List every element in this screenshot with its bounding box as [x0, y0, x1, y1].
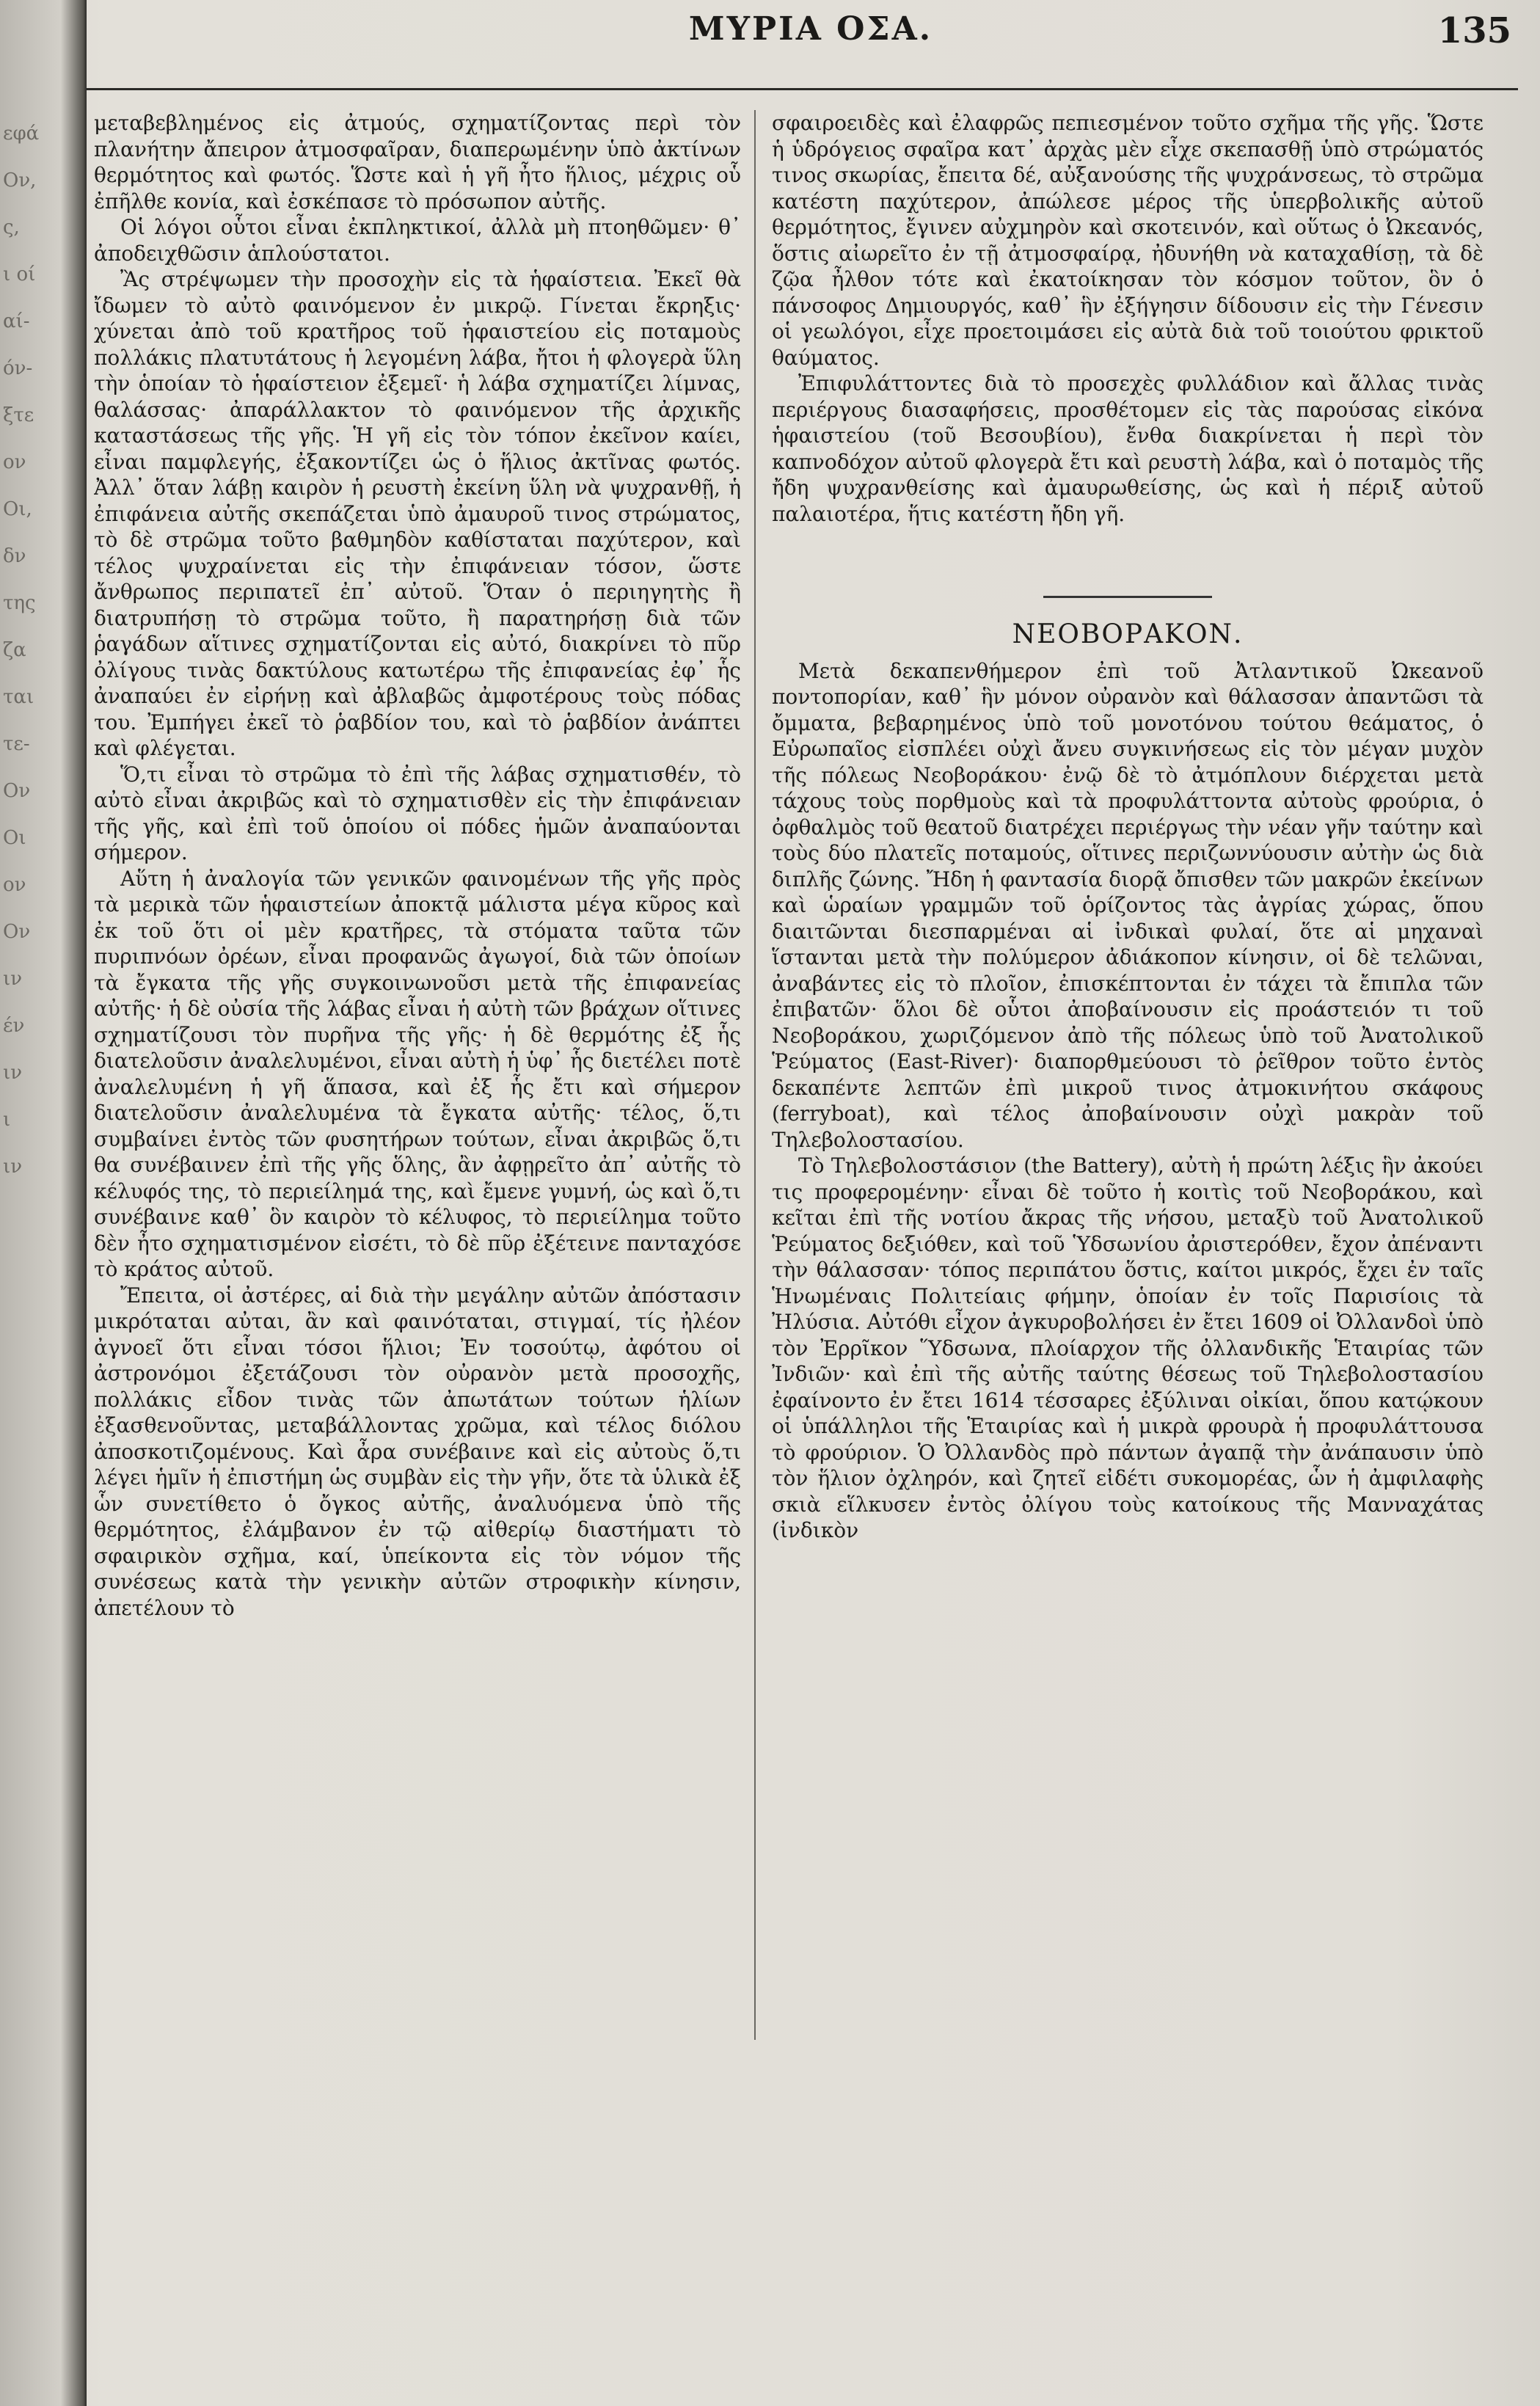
section-rule — [1043, 596, 1212, 598]
section-title: ΝΕΟΒΟΡΑΚΟΝ. — [1012, 619, 1244, 649]
running-title: ΜΥΡΙΑ ΟΣΑ. — [688, 10, 933, 48]
binding-gutter — [0, 0, 87, 2406]
column-divider — [754, 110, 756, 2040]
left-column — [94, 110, 748, 2385]
left-paragraph-6: Ἔπειτα, οἱ ἀστέρες, αἱ διὰ τὴν μεγάλην αὐτῶν ἀπόστασιν μικρόταται αὐται, ἂν καὶ φαινόταται, στιγμαί, τίς ἠλέον ἀγνοεῖ ὅτι εἶναι τόσοι ἥλιοι; Ἐν τοσούτῳ, ἀφότου οἱ ἀστρονόμοι ἐξετάζουσι τὸν οὐρανὸν μετὰ προσοχῆς, πολλάκις εἶδον τινὰς τῶν ἀπωτάτων τούτων ἡλίων ἐξασθενοῦντας, μεταβάλλοντας χρῶμα, καὶ τέλος διόλου ἀποσκοτιζομένους. Καὶ ἆρα συνέβαινε καὶ εἰς αὐτοὺς ὅ,τι λέγει ἡμῖν ἡ ἐπιστήμη ὡς συμβὰν εἰς τὴν γῆν, ὅτε τὰ ὑλικὰ ἐξ ὧν συνετίθετο ὁ ὄγκος αὐτῆς, ἀναλυόμενα ὑπὸ τῆς θερμότητος, ἐλάμβανον ἐν τῷ αἰθερίῳ διαστήματι τὸ σφαιρικὸν σχῆμα, καί, ὑπείκοντα εἰς τὸν νόμον τῆς συνέσεως κατὰ τὴν γενικὴν αὐτῶν στροφικὴν κίνησιν, ἀπετέλουν τὸ — [94, 1283, 741, 1620]
left-paragraph-3: Ἂς στρέψωμεν τὴν προσοχὴν εἰς τὰ ἡφαίστεια. Ἐκεῖ θὰ ἴδωμεν τὸ αὐτὸ φαινόμενον ἐν μικρῷ. Γίνεται ἔκρηξις· χύνεται ἀπὸ τοῦ κρατῆρος τοῦ ἡφαιστείου εἰς ποταμοὺς πολλάκις πλατυτάτους ἡ λεγομένη λάβα, ἤτοι ἡ φλογερὰ ὕλη τὴν ὁποίαν τὸ ἡφαίστειον ἐξεμεῖ· ἡ λάβα σχηματίζει λίμνας, θαλάσσας· ἀπαράλλακτον τὸ φαινόμενον τῆς ἀρχικῆς καταστάσεως τῆς γῆς. Ἡ γῆ εἰς τὸν τόπον ἐκεῖνον καίει, εἶναι παμφλεγής, ἐξακοντίζει ὡς ὁ ἥλιος ἀκτῖνας φωτός. Ἀλλ᾽ ὅταν λάβῃ καιρὸν ἡ ρευστὴ ἐκείνη ὕλη νὰ ψυχρανθῇ, ἡ ἐπιφάνεια αὐτῆς σκεπάζεται ὑπὸ ἀμαυροῦ τινος στρώματος, τὸ δὲ στρῶμα τοῦτο βαθμηδὸν καθίσταται παχύτερον, καὶ τέλος ψυχραίνεται εἰς τὴν ἐπιφάνειαν τόσον, ὥστε ἄνθρωπος περιπατεῖ ἐπ᾽ αὐτοῦ. Ὅταν ὁ περιηγητὴς ἢ διατρυπήσῃ τὸ στρῶμα τοῦτο, ἢ παρατηρήσῃ διὰ τῶν ῥαγάδων αἵτινες σχηματίζονται εἰς αὐτό, διακρίνει τὸ πῦρ ὀλίγους τινὰς δακτύλους κατωτέρω τῆς ἐπιφανείας ἐφ᾽ ἧς ἀναπαύει ἐν εἰρήνῃ καὶ ἀβλαβῶς ἀμφοτέρους τοὺς πόδας του. Ἐμπήγει ἐκεῖ τὸ ῥαβδίον του, καὶ τὸ ῥαβδίον ἀνάπτει καὶ φλέγεται. — [94, 267, 741, 760]
left-paragraph-2: Οἱ λόγοι οὗτοι εἶναι ἐκπληκτικοί, ἀλλὰ μὴ πτοηθῶμεν· θ᾽ ἀποδειχθῶσιν ἁπλούστατοι. — [94, 215, 741, 266]
page-number: 135 — [1437, 10, 1511, 51]
header-rule — [87, 88, 1518, 90]
right-column — [772, 110, 1484, 2385]
right-paragraph-1: σφαιροειδὲς καὶ ἐλαφρῶς πεπιεσμένον τοῦτο σχῆμα τῆς γῆς. Ὥστε ἡ ὑδρόγειος σφαῖρα κατ᾽ ἀρχὰς μὲν εἶχε σκεπασθῇ ὑπὸ στρώματός τινος σκωρίας, ἔπειτα δέ, αὐξανούσης τῆς ψυχράνσεως, τὸ στρῶμα κατέστη παχύτερον, ἀπώλεσε μέρος τῆς ὑπερβολικῆς αὐτοῦ θερμότητος, ἔγινεν αὐχμηρὸν καὶ σκοτεινόν, καὶ οὕτως ὁ Ὠκεανός, ὅστις αἰωρεῖτο ἐν τῇ ἀτμοσφαίρᾳ, ἠδυνήθη νὰ καταχαθίσῃ, τὰ δὲ ζῷα ἦλθον τότε καὶ ἐκατοίκησαν τὸν κόσμον τοῦτον, ὃν ὁ πάνσοφος Δημιουργός, καθ᾽ ἣν ἐξήγησιν δίδουσιν εἰς τὴν Γένεσιν οἱ γεωλόγοι, εἶχε προετοιμάσει εἰς αὐτὰ διὰ τοῦ τοιούτου φρικτοῦ θαύματος. — [772, 111, 1484, 370]
gutter-text-fragments: εφά Ον, ς, ι οί αί- όν- ξτε ον Οι, δν της ζα ται τε- Ον Οι ον Ον ιν έν ιν ι ιν — [3, 123, 40, 1178]
left-paragraph-1: μεταβεβλημένος εἰς ἀτμούς, σχηματίζοντας περὶ τὸν πλανήτην ἄπειρον ἀτμοσφαῖραν, διαπερωμένην ὑπὸ ἀκτίνων θερμότητος καὶ φωτός. Ὥστε καὶ ἡ γῆ ἦτο ἥλιος, μέχρις οὗ ἐπῆλθε κονία, καὶ ἐσκέπασε τὸ πρόσωπον αὐτῆς. — [94, 111, 741, 214]
left-paragraph-4: Ὅ,τι εἶναι τὸ στρῶμα τὸ ἐπὶ τῆς λάβας σχηματισθέν, τὸ αὐτὸ εἶναι ἀκριβῶς καὶ τὸ σχηματισθὲν εἰς τὴν ἐπιφάνειαν τῆς γῆς, καὶ ἐπὶ τοῦ ὁποίου οἱ πόδες ἡμῶν ἀναπαύονται σήμερον. — [94, 762, 741, 864]
left-paragraph-5: Αὕτη ἡ ἀναλογία τῶν γενικῶν φαινομένων τῆς γῆς πρὸς τὰ μερικὰ τῶν ἡφαιστείων ἀποκτᾷ μάλιστα μέγα κῦρος καὶ ἐκ τοῦ ὅτι οἱ μὲν κρατῆρες, τὰ στόματα ταῦτα τῶν πυριπνόων ὀρέων, εἶναι προφανῶς ἀγωγοί, διὰ τῶν ὁποίων τὰ ἔγκατα τῆς γῆς συγκοινωνοῦσι μετὰ τῆς ἐπιφανείας αὐτῆς· ἡ δὲ οὐσία τῆς λάβας εἶναι ἡ αὐτὴ τῶν βράχων οἵτινες σχηματίζουσι τὸν πυρῆνα τῆς γῆς· ἡ δὲ θερμότης ἐξ ἧς διατελοῦσιν ἀναλελυμένοι, εἶναι αὐτὴ ἡ ὑφ᾽ ἧς διετέλει ποτὲ ἀναλελυμένη ἡ γῆ ἅπασα, καὶ ἐξ ἧς ἔτι καὶ σήμερον διατελοῦσιν ἀναλελυμένα τὰ ἔγκατα αὐτῆς· τέλος, ὅ,τι συμβαίνει ἐντὸς τῶν φυσητήρων τούτων, εἶναι ἀκριβῶς ὅ,τι θα συνέβαινεν ἐπὶ τῆς γῆς ὅλης, ἂν ἀφῃρεῖτο ἀπ᾽ αὐτῆς τὸ κέλυφός της, τὸ περιείλημά της, καὶ ἔμενε γυμνή, ὡς καὶ ὅ,τι συνέβαινε καθ᾽ ὃν καιρὸν τὸ κέλυφος, τὸ περιείλημα τοῦτο δὲν ἦτο σχηματισμένον εἰσέτι, τὸ δὲ πῦρ ἐξέτεινε πανταχόσε τὸ κράτος αὐτοῦ. — [94, 866, 741, 1281]
right-paragraph-4: Τὸ Τηλεβολοστάσιον (the Battery), αὐτὴ ἡ πρώτη λέξις ἣν ἀκούει τις προφερομένην· εἶναι δὲ τοῦτο ἡ κοιτὶς τοῦ Νεοβοράκου, καὶ κεῖται ἐπὶ τῆς νοτίου ἄκρας τῆς νήσου, μεταξὺ τοῦ Ἀνατολικοῦ Ῥεύματος δεξιόθεν, καὶ τοῦ Ὑδσωνίου ἀριστερόθεν, ἔχον ἀπέναντι τὴν θάλασσαν· τόπος περιπάτου ὅστις, καίτοι μικρός, ἔχει ἐν ταῖς Ἡνωμέναις Πολιτείαις φήμην, ὁποίαν ἐν τοῖς Παρισίοις τὰ Ἠλύσια. Αὐτόθι εἶχον ἀγκυροβολήσει ἐν ἔτει 1609 οἱ Ὀλλανδοὶ ὑπὸ τὸν Ἐρρῖκον Ὕδσωνα, πλοίαρχον τῆς ὀλλανδικῆς Ἑταιρίας τῶν Ἰνδιῶν· καὶ ἐπὶ τῆς αὐτῆς ταύτης θέσεως τοῦ Τηλεβολοστασίου ἐφαίνοντο ἐν ἔτει 1614 τέσσαρες ἐξύλιναι οἰκίαι, ὅπου κατῴκουν οἱ ὑπάλληλοι τῆς Ἑταιρίας καὶ ἡ μικρὰ φρουρὰ ἡ προφυλάττουσα τὸ φρούριον. Ὁ Ὀλλανδὸς πρὸ πάντων ἀγαπᾷ τὴν ἀνάπαυσιν ὑπὸ τὸν ἥλιον ὀχληρόν, καὶ ζητεῖ εἰδέτι συκομορέας, ὧν ἡ ἀμφιλαφὴς σκιὰ εἵλκυσεν ἐντὸς ὀλίγου τοὺς κατοίκους τῆς Μανναχάτας (ἰνδικὸν — [772, 1153, 1484, 1542]
page-header — [110, 0, 1511, 81]
right-paragraph-2: Ἐπιφυλάττοντες διὰ τὸ προσεχὲς φυλλάδιον καὶ ἄλλας τινὰς περιέργους διασαφήσεις, προσθέτομεν εἰς τὰς παρούσας εἰκόνα ἡφαιστείου (τοῦ Βεσουβίου), ἔνθα διακρίνεται ἡ περὶ τὸν καπνοδόχον αὐτοῦ φλογερὰ ἔτι καὶ ρευστὴ λάβα, καὶ ὁ ποταμὸς τῆς ἤδη ψυχρανθείσης καὶ ἀμαυρωθείσης, ὡς καὶ ἡ πέριξ αὐτοῦ παλαιοτέρα, ἥτις κατέστη ἤδη γῆ. — [772, 371, 1484, 526]
right-paragraph-3: Μετὰ δεκαπενθήμερον ἐπὶ τοῦ Ἀτλαντικοῦ Ὠκεανοῦ ποντοπορίαν, καθ᾽ ἣν μόνον οὐρανὸν καὶ θάλασσαν ἀπαντῶσι τὰ ὄμματα, βεβαρημένος ὑπὸ τοῦ μονοτόνου τούτου θεάματος, ὁ Εὐρωπαῖος εἰσπλέει οὐχὶ ἄνευ συγκινήσεως εἰς τὸν μέγαν μυχὸν τῆς πόλεως Νεοβοράκου· ἐνῷ δὲ τὸ ἀτμόπλουν διέρχεται μετὰ τάχους τοὺς πορθμοὺς καὶ τὰ προφυλάττοντα αὐτοὺς φρούρια, ὁ ὀφθαλμὸς τοῦ θεατοῦ διατρέχει περιέργως τὴν νέαν γῆν ταύτην καὶ τοὺς δύο πλατεῖς ποταμούς, οἵτινες περιζωννύουσιν αὐτὴν ὡς διὰ διπλῆς ζώνης. Ἤδη ἡ φαντασία διορᾷ ὄπισθεν τῶν μακρῶν ἐκείνων καὶ ὡραίων γραμμῶν τοῦ ὁρίζοντος τὰς ἀγρίας χώρας, ὅπου διαιτῶνται διεσπαρμέναι αἱ ἰνδικαὶ φυλαί, ὅτε αἱ μηχαναὶ ἵστανται μετὰ τὴν πολύμερον ἀδιάκοπον κίνησιν, οἱ δὲ τελῶναι, ἀναβάντες εἰς τὸ πλοῖον, ἐπισκέπτονται ἐν τάχει τὰ ἔπιπλα τῶν ἐπιβατῶν· ὅλοι δὲ οὗτοι ἀποβαίνουσιν εἰς προάστειόν τι τοῦ Νεοβοράκου, χωριζόμενον ἀπὸ τῆς πόλεως ὑπὸ τοῦ Ἀνατολικοῦ Ῥεύματος (East-River)· διαπορθμεύουσι τὸ ῥεῖθρον τοῦτο ἐντὸς δεκαπέντε λεπτῶν ἐπὶ μικροῦ τινος ἀτμοκινήτου σκάφους (ferryboat), καὶ τέλος ἀποβαίνουσιν οὐχὶ μακρὰν τοῦ Τηλεβολοστασίου. — [772, 658, 1484, 1152]
